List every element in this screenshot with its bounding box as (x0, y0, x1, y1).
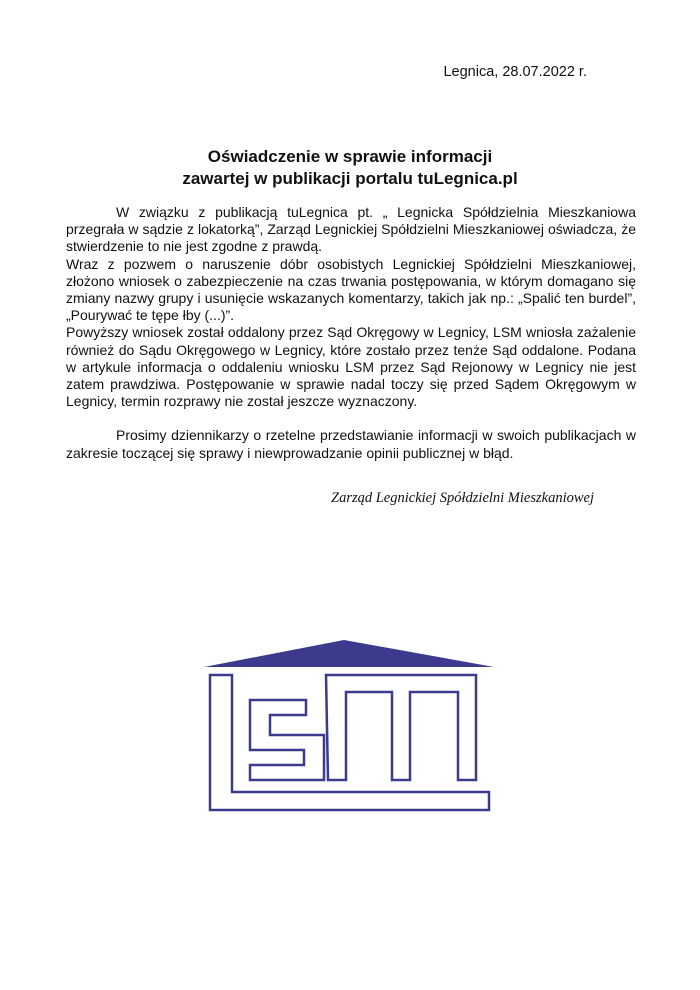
logo-roof (204, 640, 494, 667)
document-date: Legnica, 28.07.2022 r. (443, 64, 587, 80)
paragraph-4: Prosimy dziennikarzy o rzetelne przedstawianie informacji w swoich publikacjach w zakresie toczącej się sprawy i niewprowadzanie opinii publicznej w błąd. (66, 427, 636, 461)
lsm-logo (204, 640, 494, 815)
paragraph-1: W związku z publikacją tuLegnica pt. „ Legnicka Spółdzielnia Mieszkaniowa przegrała w sądzie z lokatorką”, Zarząd Legnickiej Spółdzielni Mieszkaniowej oświadcza, że stwierdzenie to nie jest zgodne z prawdą. (66, 204, 636, 255)
logo-letter-l (210, 675, 489, 810)
signature: Zarząd Legnickiej Spółdzielni Mieszkaniowej (331, 490, 594, 506)
logo-letter-m (326, 675, 476, 780)
paragraph-2: Wraz z pozwem o naruszenie dóbr osobistych Legnickiej Spółdzielni Mieszkaniowej, złożono wniosek o zabezpieczenie na czas trwania postępowania, w którym domagano się zmiany nazwy grupy i usunięcie wskazanych komentarzy, takich jak np.: „Spalić ten burdel”, „Pourywać te tępe łby (...)”. (66, 255, 636, 324)
title-line-1: Oświadczenie w sprawie informacji (207, 147, 493, 166)
paragraph-3: Powyższy wniosek został oddalony przez Sąd Okręgowy w Legnicy, LSM wniosła zażalenie również do Sądu Okręgowego w Legnicy, które zostało przez tenże Sąd oddalone. Podana w artykule informacja o oddaleniu wniosku LSM przez Sąd Rejonowy w Legnicy nie jest zatem prawdziwa. Postępowanie w sprawie nadal toczy się przed Sądem Okręgowym w Legnicy, termin rozprawy nie został jeszcze wyznaczony. (66, 324, 636, 410)
document-body (66, 204, 636, 462)
logo-letter-s (250, 700, 324, 780)
title-line-2: zawartej w publikacji portalu tuLegnica.pl (182, 169, 518, 188)
document-title (0, 146, 700, 190)
